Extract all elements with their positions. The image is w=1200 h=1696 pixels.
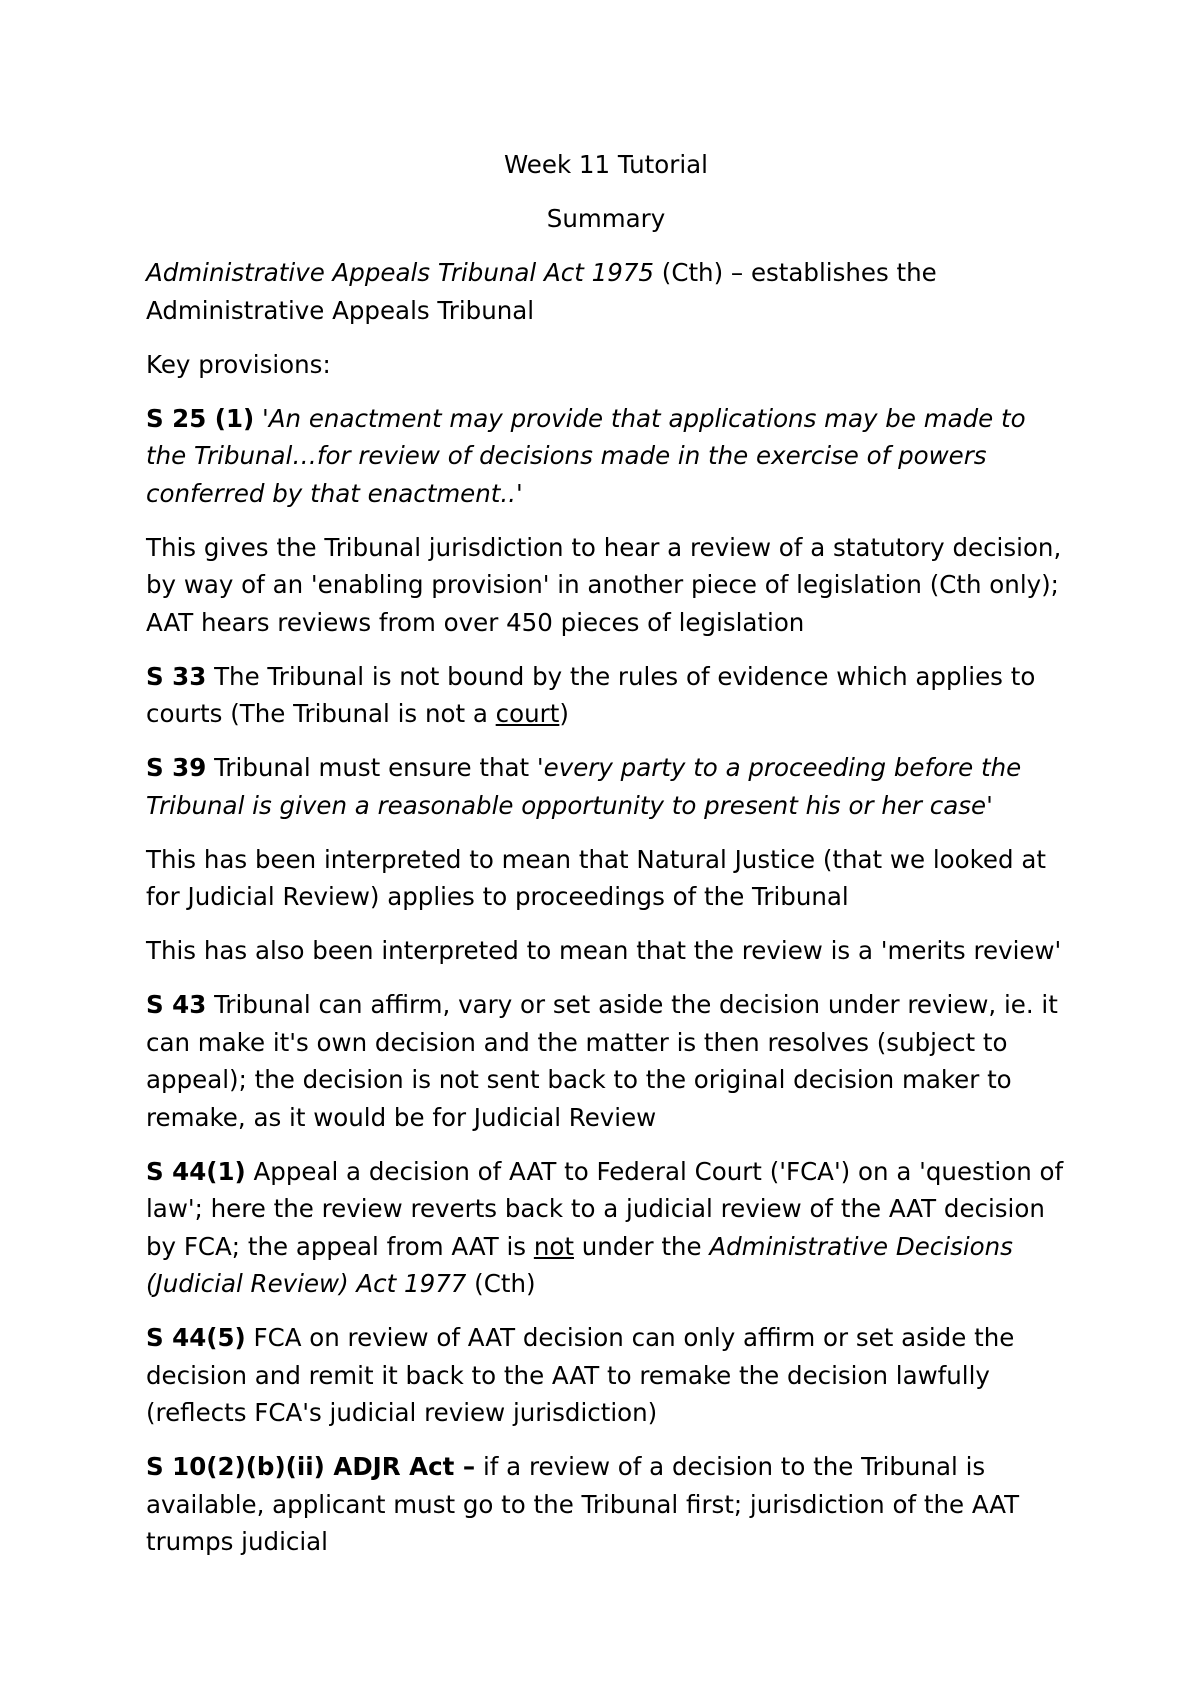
document-title: Week 11 Tutorial xyxy=(504,150,708,179)
section-39-quote: every party to a proceeding before the Tribunal is given a reasonable opportunity to present his or her case xyxy=(146,753,1022,820)
section-33-paragraph xyxy=(146,658,1066,733)
section-39-note-2: This has also been interpreted to mean that the review is a 'merits review' xyxy=(146,936,1062,965)
section-39-label: S 39 xyxy=(146,753,207,782)
section-39-text: Tribunal must ensure that ' xyxy=(206,753,544,782)
section-44-1-text-2: under the xyxy=(573,1231,710,1261)
section-44-5-text: FCA on review of AAT decision can only affirm or set aside the decision and remit it back to the AAT to remake the decision lawfully (reflects FCA's judicial review jurisdiction) xyxy=(146,1323,1015,1427)
section-43-text: Tribunal can affirm, vary or set aside the decision under review, ie. it can make it's own decision and the matter is then resolves (subject to appeal); the decision is not sent back to the original decision maker to remake, as it would be for Judicial Review xyxy=(146,990,1058,1132)
section-39-note-1: This has been interpreted to mean that Natural Justice (that we looked at for Judicial Review) applies to proceedings of the Tribunal xyxy=(146,844,1046,911)
intro-paragraph xyxy=(146,254,1066,329)
section-43-label: S 43 xyxy=(146,990,207,1019)
key-provisions-label: Key provisions: xyxy=(146,349,331,379)
adjr-act-title: Administrative Decisions (Judicial Review) Act 1977 xyxy=(146,1231,1013,1298)
section-10-text: if a review of a decision to the Tribunal is available, applicant must go to the Tribunal first; jurisdiction of the AAT trumps judicial xyxy=(146,1452,1020,1556)
section-44-5-paragraph xyxy=(146,1319,1066,1432)
section-44-1-label: S 44(1) xyxy=(146,1156,246,1186)
section-44-5-label: S 44(5) xyxy=(146,1323,246,1352)
section-44-1-paragraph xyxy=(146,1153,1066,1303)
section-10-paragraph xyxy=(146,1448,1066,1561)
section-25-note: This gives the Tribunal jurisdiction to hear a review of a statutory decision, by way of an 'enabling provision' in another piece of legislation (Cth only); AAT hears reviews from over 450 pieces of legislation xyxy=(146,532,1062,637)
document-subtitle: Summary xyxy=(546,204,666,233)
section-39-quote-end: ' xyxy=(986,790,993,820)
section-33-end: ) xyxy=(559,699,569,728)
document-page xyxy=(146,146,1066,1577)
section-39-paragraph xyxy=(146,749,1066,824)
section-33-text: The Tribunal is not bound by the rules of evidence which applies to courts (The Tribunal is not a xyxy=(146,661,1036,728)
section-44-1-text-1: Appeal a decision of AAT to Federal Court ('FCA') on a 'question of law'; here the review reverts back to a judicial review of the AAT decision by FCA; the appeal from AAT is xyxy=(146,1156,1064,1261)
section-44-1-underlined: not xyxy=(533,1231,574,1261)
intro-text: (Cth) – establishes the Administrative Appeals Tribunal xyxy=(146,258,937,325)
section-33-underlined: court xyxy=(495,699,560,728)
section-25-quote: 'An enactment may provide that applications may be made to the Tribunal…for review of decisions made in the exercise of powers conferred by that enactment..' xyxy=(146,403,1026,508)
section-33-label: S 33 xyxy=(146,661,207,691)
section-44-1-text-3: (Cth) xyxy=(466,1269,536,1298)
section-43-paragraph xyxy=(146,986,1066,1136)
section-25-label: S 25 (1) xyxy=(146,403,255,433)
act-title: Administrative Appeals Tribunal Act 1975 xyxy=(146,258,654,287)
section-25-paragraph xyxy=(146,400,1066,513)
section-10-label: S 10(2)(b)(ii) ADJR Act – xyxy=(146,1452,476,1481)
